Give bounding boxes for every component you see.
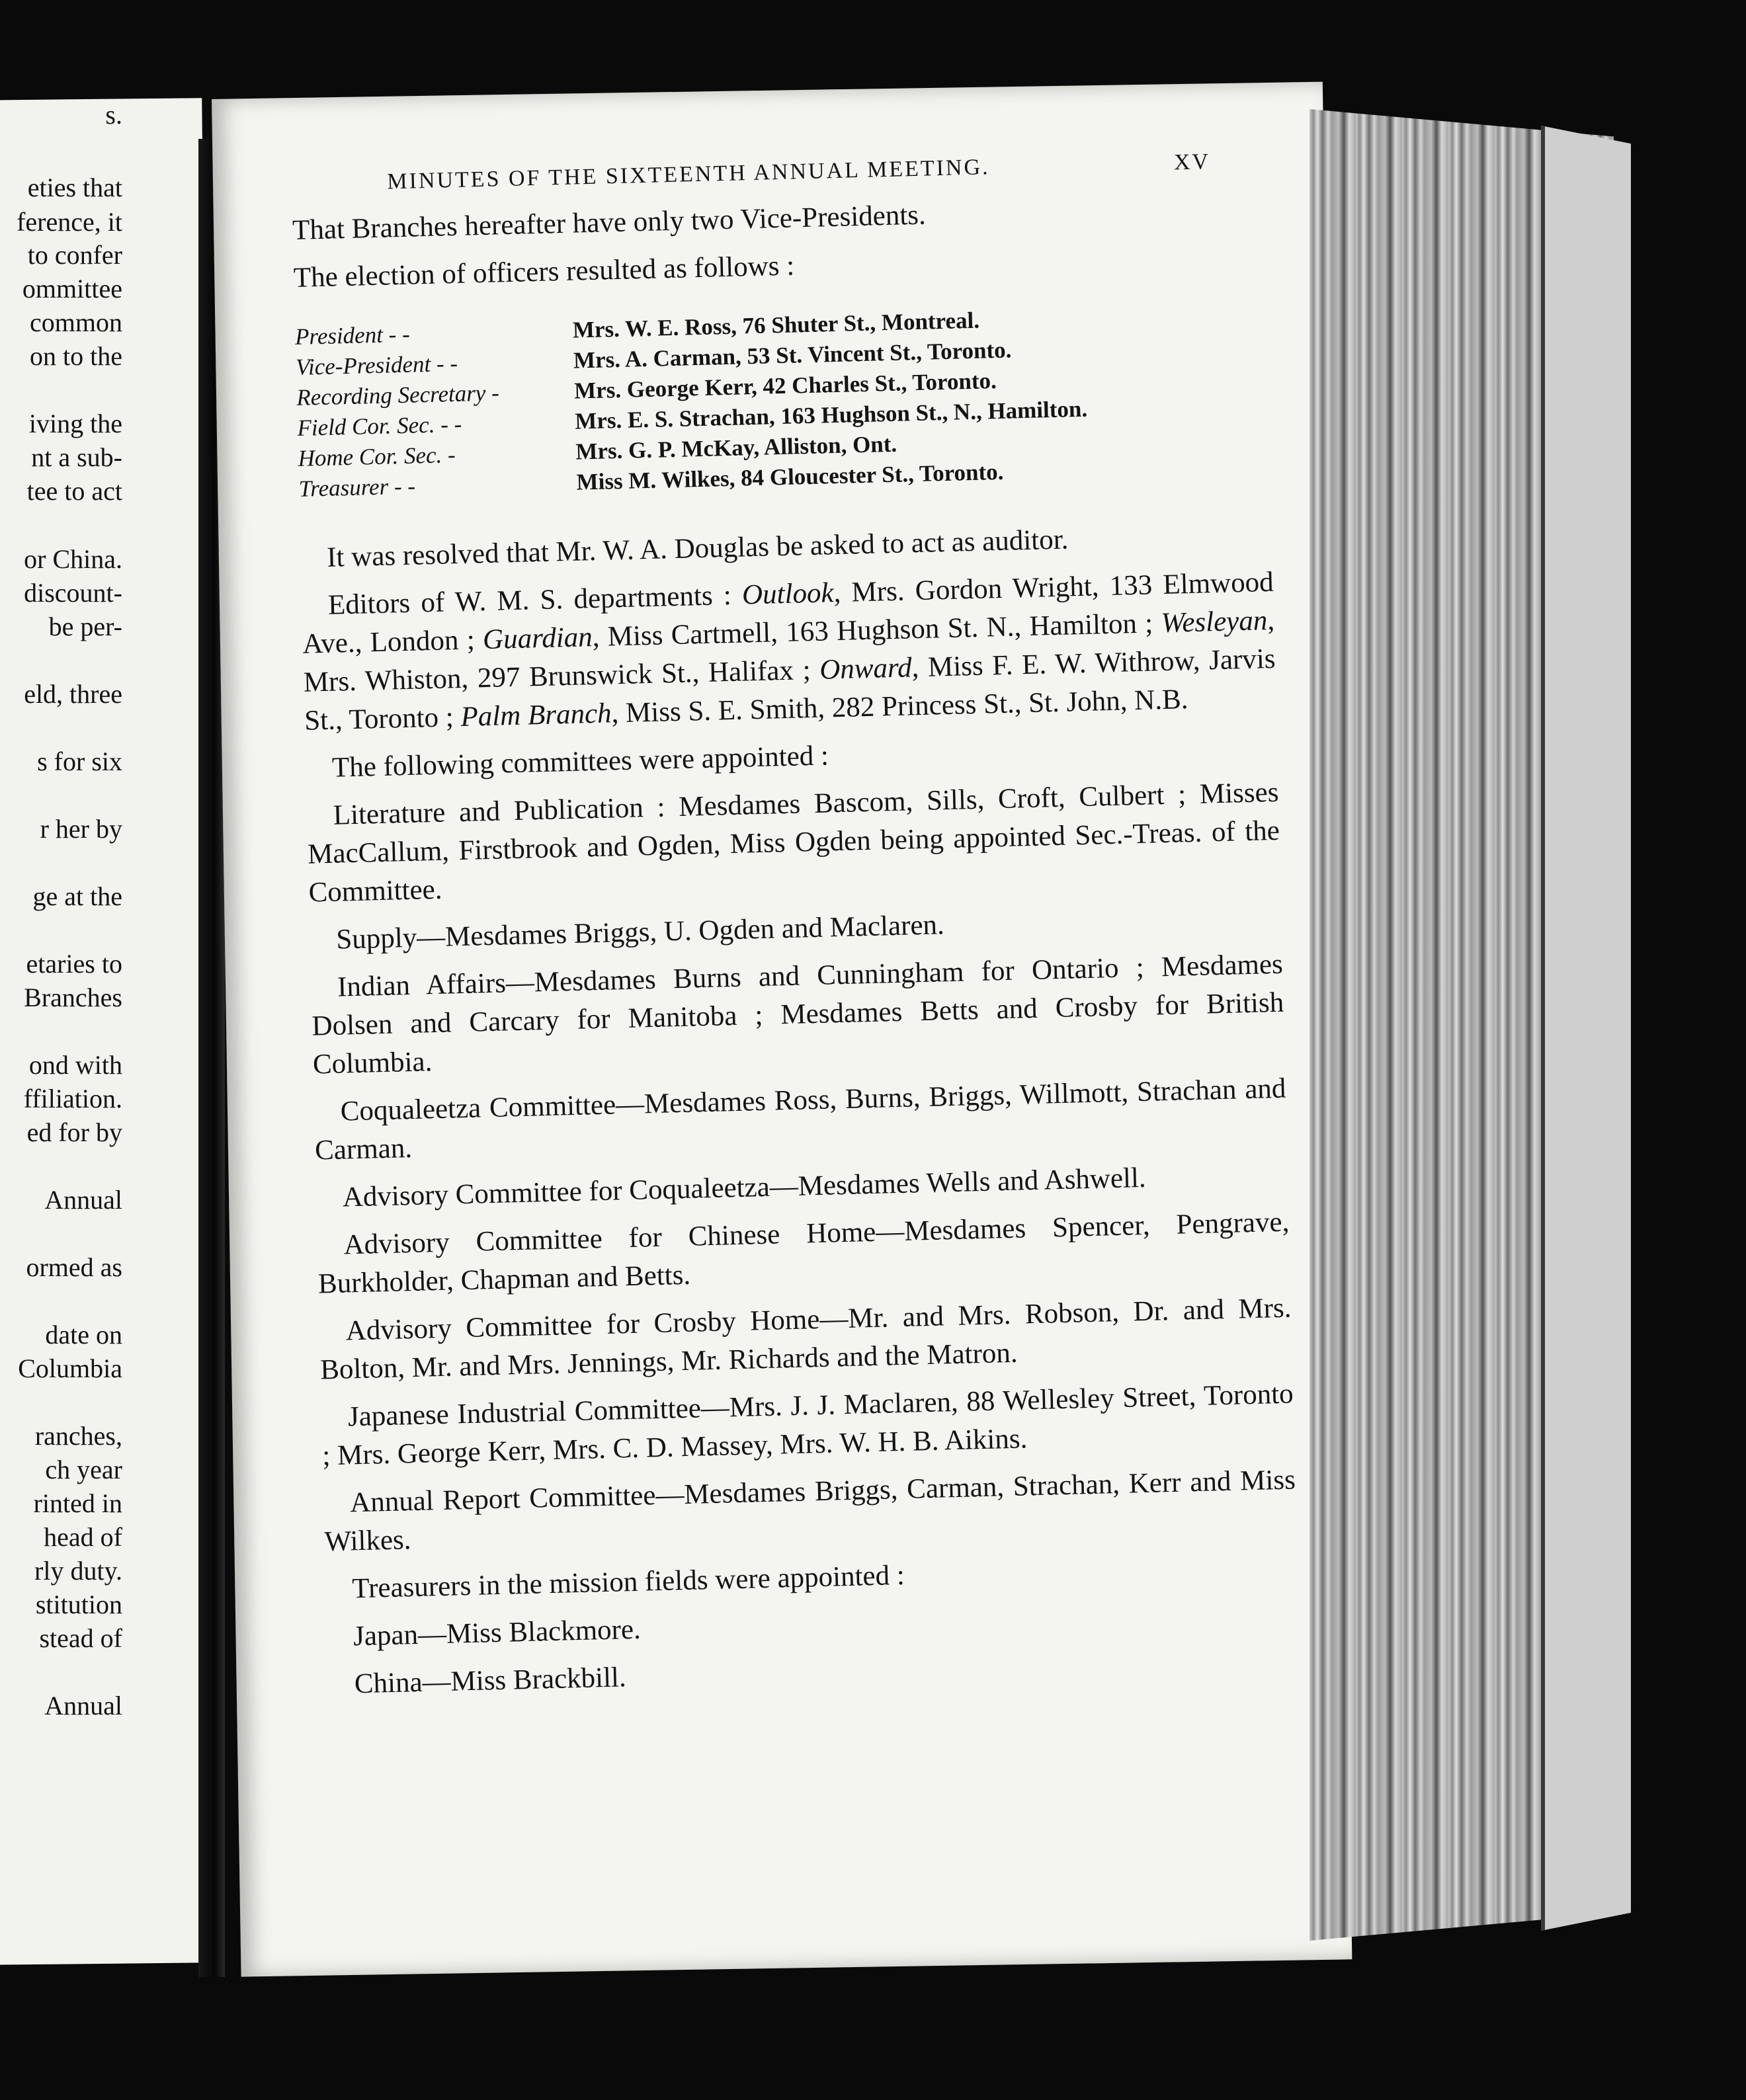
- left-line: be per-: [48, 612, 122, 641]
- left-line: Annual: [44, 1691, 122, 1720]
- left-line: or China.: [24, 544, 122, 574]
- editors-intro: Editors of W. M. S. departments :: [327, 579, 743, 621]
- paragraph-treasurers-intro: Treasurers in the mission fields were appointed :: [351, 1559, 905, 1605]
- left-line: tee to act: [26, 476, 122, 506]
- left-line: ed for by: [26, 1117, 122, 1147]
- left-line: to confer: [27, 240, 122, 270]
- left-line: etaries to: [26, 949, 122, 979]
- left-line: rinted in: [33, 1488, 122, 1518]
- editors-text: , Miss S. E. Smith, 282 Princess St., St. John, N.B.: [611, 684, 1188, 729]
- paragraph-vice-presidents: That Branches hereafter have only two Vice-Presidents.: [292, 199, 927, 246]
- officer-title: Recording Secretary -: [296, 380, 500, 411]
- left-line: r her by: [40, 814, 122, 844]
- periodical-guardian: Guardian: [482, 622, 593, 656]
- running-title: MINUTES OF THE SIXTEENTH ANNUAL MEETING.: [386, 155, 990, 194]
- paragraph-supply: Supply—Mesdames Briggs, U. Ogden and Maclaren.: [335, 909, 945, 955]
- officer-title: Home Cor. Sec. -: [298, 442, 456, 471]
- page-number: XV: [1173, 149, 1211, 175]
- officer-name: Miss M. Wilkes, 84 Gloucester St., Toronto.: [576, 458, 1004, 495]
- officer-name: Mrs. A. Carman, 53 St. Vincent St., Toronto.: [573, 337, 1012, 374]
- left-line: ormed as: [26, 1252, 122, 1282]
- left-line: on to the: [30, 341, 122, 371]
- periodical-onward: Onward: [819, 652, 913, 686]
- paragraph-japanese-industrial: Japanese Industrial Committee—Mrs. J. J. Maclaren, 88 Wellesley Street, Toronto ; Mrs. George Kerr, Mrs. C. D. Massey, Mrs. W. H. B. Aikins.: [321, 1378, 1294, 1472]
- left-line: s for six: [37, 747, 122, 776]
- officer-name: Mrs. E. S. Strachan, 163 Hughson St., N., Hamilton.: [574, 395, 1088, 434]
- paragraph-annual-report: Annual Report Committee—Mesdames Briggs, Carman, Strachan, Kerr and Miss Wilkes.: [324, 1464, 1296, 1558]
- officer-name: Mrs. George Kerr, 42 Charles St., Toronto.: [573, 368, 997, 404]
- left-line: stead of: [39, 1623, 122, 1653]
- paragraph-editors: [301, 563, 1276, 741]
- left-line: discount-: [24, 578, 122, 608]
- left-line: eties that: [27, 173, 122, 202]
- left-line: ranches,: [34, 1421, 122, 1451]
- left-line: common: [30, 307, 122, 337]
- left-line: Branches: [24, 983, 122, 1012]
- officer-name: Mrs. W. E. Ross, 76 Shuter St., Montreal.: [572, 307, 980, 343]
- paragraph-advisory-coqualeetza: Advisory Committee for Coqualeetza—Mesdames Wells and Ashwell.: [342, 1162, 1147, 1213]
- left-line: head of: [44, 1522, 122, 1552]
- periodical-palm-branch: Palm Branch: [460, 698, 612, 733]
- paragraph-japan: Japan—Miss Blackmore.: [353, 1613, 642, 1652]
- left-line: date on: [45, 1320, 122, 1350]
- left-line: ommittee: [22, 274, 122, 303]
- officer-title: Vice-President - -: [295, 350, 458, 380]
- officer-title: Treasurer - -: [298, 473, 416, 502]
- officer-title: Field Cor. Sec. - -: [296, 411, 462, 441]
- paragraph-indian-affairs: Indian Affairs—Mesdames Burns and Cunningham for Ontario ; Mesdames Dolsen and Carcary for Manitoba ; Mesdames Betts and Crosby for British Columbia.: [312, 948, 1284, 1080]
- left-line: nt a sub-: [31, 442, 122, 472]
- paragraph-advisory-crosby-home: Advisory Committee for Crosby Home—Mr. and Mrs. Robson, Dr. and Mrs. Bolton, Mr. and Mrs. Jennings, Mr. Richards and the Matron.: [319, 1292, 1292, 1386]
- officers-list: [295, 300, 1271, 506]
- left-line: rly duty.: [34, 1556, 122, 1586]
- left-facing-page: [0, 98, 222, 1965]
- left-line: ffiliation.: [23, 1084, 122, 1113]
- paragraph-china: China—Miss Brackbill.: [354, 1662, 627, 1700]
- editors-text: , Miss F. E. W. Withrow, Jarvis St., Toronto ;: [304, 643, 1276, 737]
- left-line: stitution: [35, 1590, 122, 1619]
- periodical-wesleyan: Wesleyan: [1160, 605, 1268, 639]
- left-line: eld, three: [24, 679, 122, 709]
- left-line: Columbia: [18, 1353, 122, 1383]
- left-line: ond with: [28, 1050, 122, 1080]
- editors-text: , Mrs. Gordon Wright, 133 Elmwood Ave., London ;: [302, 566, 1274, 660]
- paragraph-advisory-chinese-home: Advisory Committee for Chinese Home—Mesdames Spencer, Pengrave, Burkholder, Chapman and Betts.: [317, 1206, 1290, 1300]
- officer-name: Mrs. G. P. McKay, Alliston, Ont.: [575, 430, 897, 465]
- left-line: ge at the: [32, 881, 122, 911]
- page-content: [291, 148, 1301, 1713]
- editors-text: , Miss Cartmell, 163 Hughson St. N., Hamilton ;: [592, 608, 1162, 653]
- left-line: Annual: [44, 1185, 122, 1215]
- paragraph-election: The election of officers resulted as follows :: [293, 250, 795, 294]
- periodical-outlook: Outlook: [741, 577, 835, 611]
- officer-title: President - -: [294, 321, 411, 350]
- paragraph-literature: Literature and Publication : Mesdames Bascom, Sills, Croft, Culbert ; Misses MacCallum, Firstbrook and Ogden, Miss Ogden being appointed Sec.-Treas. of the Committee.: [307, 776, 1280, 909]
- paragraph-auditor: It was resolved that Mr. W. A. Douglas be asked to act as auditor.: [326, 524, 1069, 573]
- left-line: ference, it: [17, 207, 122, 237]
- paragraph-committees-intro: The following committees were appointed :: [331, 740, 829, 784]
- left-line: iving the: [28, 409, 122, 438]
- left-line: s.: [105, 100, 122, 130]
- left-line: ch year: [45, 1455, 122, 1484]
- paragraph-coqualeetza: Coqualeetza Committee—Mesdames Ross, Burns, Briggs, Willmott, Strachan and Carman.: [314, 1072, 1286, 1166]
- editors-text: , Mrs. Whiston, 297 Brunswick St., Halifax ;: [303, 604, 1275, 698]
- book-cover-edge: [1541, 126, 1631, 1931]
